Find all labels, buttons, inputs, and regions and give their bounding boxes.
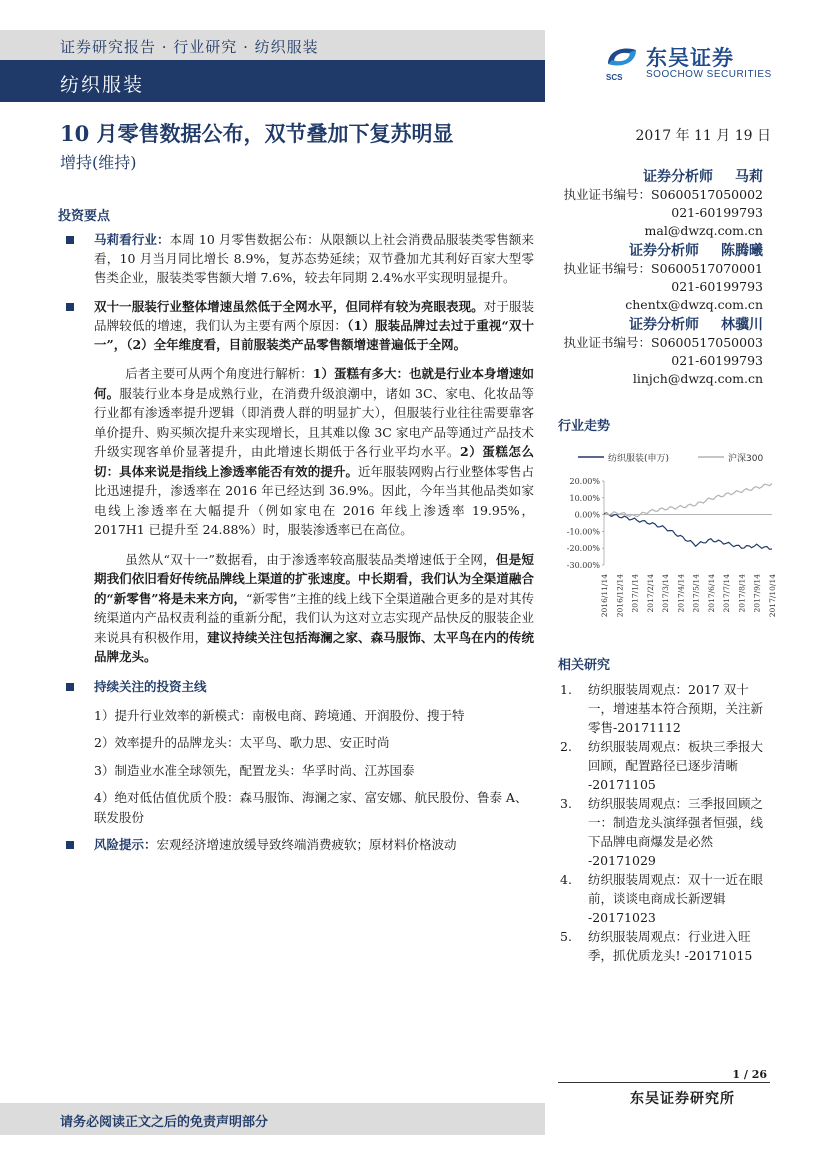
industry-trend-chart xyxy=(558,445,778,625)
list-item: 4）绝对低估值优质个股：森马服饰、海澜之家、富安娜、航民股份、鲁泰 A、联发股份 xyxy=(94,790,528,825)
bullet-text: 宏观经济增速放缓导致终端消费疲软；原材料价格波动 xyxy=(156,837,457,852)
analyst-name: 林骥川 xyxy=(721,317,763,333)
series-line xyxy=(604,513,772,550)
para-bold: 2）蛋糕怎么切：具体来说是指线上渗透率能否有效的提升。 xyxy=(94,444,534,479)
x-tick-label: 2017/10/14 xyxy=(768,574,777,618)
list-item: 1）提升行业效率的新模式：南极电商、跨境通、开润股份、搜于特 xyxy=(94,707,465,723)
para-text: 近年服装网购占行业整体零售占比迅速提升，渗透率在 2016 年已经达到 36.9%。因此，今年当其他品类如家电线上渗透率在大幅提升（例如家电在 2016 年线上渗透率 19.95%，2017H1 已提升至 24.88%）时，服装渗透率已在高位。 xyxy=(94,463,534,537)
analyst-phone: 021-60199793 xyxy=(671,353,763,368)
x-tick-label: 2017/3/14 xyxy=(661,574,671,613)
analyst-block xyxy=(564,242,763,314)
series-line xyxy=(604,484,772,517)
footer-rule xyxy=(558,1082,770,1083)
list-text: 纺织服装周观点：双十一近在眼前，谈谈电商成长新逻辑 -20171023 xyxy=(588,872,764,925)
section-title: 投资要点 xyxy=(58,209,111,224)
trend-title: 行业走势 xyxy=(558,419,611,434)
bullet-paragraph xyxy=(58,297,534,354)
x-tick-label: 2017/4/14 xyxy=(676,574,686,613)
legend-label: 沪深300 xyxy=(728,454,764,464)
analyst-role: 证券分析师 xyxy=(629,243,699,259)
list-num: 1. xyxy=(560,682,572,697)
x-tick-label: 2017/8/14 xyxy=(737,574,747,613)
y-tick-label: 10.00% xyxy=(569,493,600,503)
list-text: 纺织服装周观点：2017 双十一，增速基本符合预期，关注新零售-20171112 xyxy=(588,682,764,735)
analyst-role: 证券分析师 xyxy=(643,169,713,185)
analyst-name: 陈腾曦 xyxy=(721,243,763,259)
report-rating: 增持(维持) xyxy=(60,153,137,172)
header-industry: 纺织服装 xyxy=(60,74,145,96)
report-date: 2017 年 11 月 19 日 xyxy=(635,128,771,144)
list-item: 2）效率提升的品牌龙头：太平鸟、歌力思、安正时尚 xyxy=(94,735,390,750)
para-text: 后者主要可从两个角度进行解析： xyxy=(125,366,313,381)
para-bold: 但是短期我们依旧看好传统品牌线上渠道的扩张速度。中长期看，我们认为全渠道融合的“新零售”将是未来方向， xyxy=(94,551,534,606)
bullet-lead: 风险提示： xyxy=(94,837,157,852)
analyst-block xyxy=(564,168,763,240)
research-list xyxy=(558,680,768,965)
list-item: 3）制造业水准全球领先，配置龙头：华孚时尚、江苏国泰 xyxy=(94,762,415,778)
y-tick-label: -20.00% xyxy=(566,544,600,554)
x-tick-label: 2016/11/14 xyxy=(600,574,609,618)
bullet-lead: 马莉看行业： xyxy=(94,232,170,247)
research-title: 相关研究 xyxy=(558,658,611,673)
bullet-square-icon xyxy=(66,841,74,849)
header-band xyxy=(0,60,545,102)
footer-org: 东吴证券研究所 xyxy=(630,1091,735,1107)
analyst-email[interactable]: chentx@dwzq.com.cn xyxy=(625,297,763,312)
logo-english-name: SOOCHOW SECURITIES xyxy=(646,69,772,80)
x-tick-label: 2017/9/14 xyxy=(752,574,762,613)
analyst-cert: 执业证书编号：S0600517050003 xyxy=(563,335,763,350)
analyst-cert: 执业证书编号：S0600517050002 xyxy=(563,187,763,202)
footer-band xyxy=(0,1103,545,1135)
body-paragraph xyxy=(58,550,534,667)
list-num: 3. xyxy=(560,796,572,811)
body-paragraph xyxy=(58,364,534,540)
footer-disclaimer: 请务必阅读正文之后的免责声明部分 xyxy=(60,1115,269,1130)
analyst-email[interactable]: mal@dwzq.com.cn xyxy=(644,223,763,238)
analyst-phone: 021-60199793 xyxy=(671,279,763,294)
list-item[interactable] xyxy=(558,794,768,870)
y-tick-label: 0.00% xyxy=(574,510,600,520)
list-item[interactable] xyxy=(558,737,768,794)
para-bold: 1）蛋糕有多大：也就是行业本身增速如何。 xyxy=(94,366,534,401)
para-text: 服装行业本身是成熟行业，在消费升级浪潮中，诸如 3C、家电、化妆品等行业都有渗透率提升逻辑（即消费人群的明显扩大），但服装行业往往需要靠客单价提升、购买频次提升来实现增长，且其难以像 3C 家电产品等通过产品技术升级实现客单价显著提升，由此增速长期低于各行业平均水平。 xyxy=(94,385,534,459)
bullet-lead: 持续关注的投资主线 xyxy=(94,678,207,694)
list-num: 2. xyxy=(560,739,572,754)
bullet-text: 对于服装品牌较低的增速，我们认为主要有两个原因： xyxy=(94,299,534,333)
list-num: 4. xyxy=(560,872,572,887)
x-tick-label: 2017/6/14 xyxy=(706,574,716,613)
bullet-text: 本周 10 月零售数据公布：从限额以上社会消费品服装类零售额来看，10 月当月同比增长 8.9%，复苏态势延续；双节叠加尤其利好百家大型零售类企业，服装类零售额大增 7.6%，较去年同期 2.4%水平实现明显提升。 xyxy=(94,232,534,285)
bullet-paragraph xyxy=(58,677,534,696)
analyst-email[interactable]: linjch@dwzq.com.cn xyxy=(632,371,763,386)
header-breadcrumb: 证券研究报告 · 行业研究 · 纺织服装 xyxy=(60,38,319,56)
main-body xyxy=(58,205,534,864)
logo-abbr: SCS xyxy=(606,73,623,82)
bullet-square-icon xyxy=(66,303,74,311)
analyst-phone: 021-60199793 xyxy=(671,205,763,220)
x-tick-label: 2017/7/14 xyxy=(722,574,732,613)
y-tick-label: -10.00% xyxy=(566,527,600,537)
x-tick-label: 2017/2/14 xyxy=(645,574,655,613)
bullet-bold: （1）服装品牌过去过于重视“双十一”，（2）全年维度看，目前服装类产品零售额增速普遍低于全网。 xyxy=(94,318,534,352)
bullet-square-icon xyxy=(66,683,74,691)
y-tick-label: -30.00% xyxy=(566,561,600,570)
logo-chinese-name: 东吴证券 xyxy=(646,46,734,70)
list-text: 纺织服装周观点：板块三季报大回顾，配置路径已逐步清晰 -20171105 xyxy=(588,739,764,792)
analyst-cert: 执业证书编号：S0600517070001 xyxy=(563,261,763,276)
company-logo xyxy=(604,42,779,86)
page-number: 1 / 26 xyxy=(732,1068,767,1081)
legend-label: 纺织服装(申万) xyxy=(608,454,670,464)
x-tick-label: 2016/12/14 xyxy=(615,574,625,618)
analyst-role-line xyxy=(564,316,763,334)
list-text: 纺织服装周观点：行业进入旺季，抓优质龙头! -20171015 xyxy=(588,929,753,963)
list-num: 5. xyxy=(560,929,572,944)
bullet-square-icon xyxy=(66,236,74,244)
bullet-paragraph xyxy=(58,230,534,287)
analyst-role-line xyxy=(564,168,763,186)
list-item[interactable] xyxy=(558,870,768,927)
bullet-paragraph xyxy=(58,835,534,854)
analyst-role: 证券分析师 xyxy=(629,317,699,333)
x-tick-label: 2017/5/14 xyxy=(691,574,701,613)
para-text: “新零售”主推的线上线下全渠道融合更多的是对其传统渠道内产品权责利益的重新分配，我们认为这对立志实现产品快反的服装企业来说具有积极作用， xyxy=(94,590,534,645)
x-tick-label: 2017/1/14 xyxy=(630,574,640,613)
analyst-role-line xyxy=(564,242,763,260)
para-bold: 建议持续关注包括海澜之家、森马服饰、太平鸟在内的传统品牌龙头。 xyxy=(94,629,534,664)
y-tick-label: 20.00% xyxy=(569,477,600,486)
header-breadcrumb-bar xyxy=(0,30,545,60)
report-title: 10 月零售数据公布，双节叠加下复苏明显 xyxy=(60,121,454,146)
analyst-block xyxy=(564,316,763,388)
list-text: 纺织服装周观点：三季报回顾之一：制造龙头演绎强者恒强，线下品牌电商爆发是必然 -20171029 xyxy=(588,796,764,868)
para-text: 虽然从“双十一”数据看，由于渗透率较高服装品类增速低于全网， xyxy=(125,551,496,567)
bullet-bold: 双十一服装行业整体增速虽然低于全网水平，但同样有较为亮眼表现。 xyxy=(94,299,484,314)
list-item[interactable] xyxy=(558,927,768,965)
list-item[interactable] xyxy=(558,680,768,737)
analyst-name: 马莉 xyxy=(735,169,763,185)
logo-mark-icon xyxy=(604,42,640,72)
